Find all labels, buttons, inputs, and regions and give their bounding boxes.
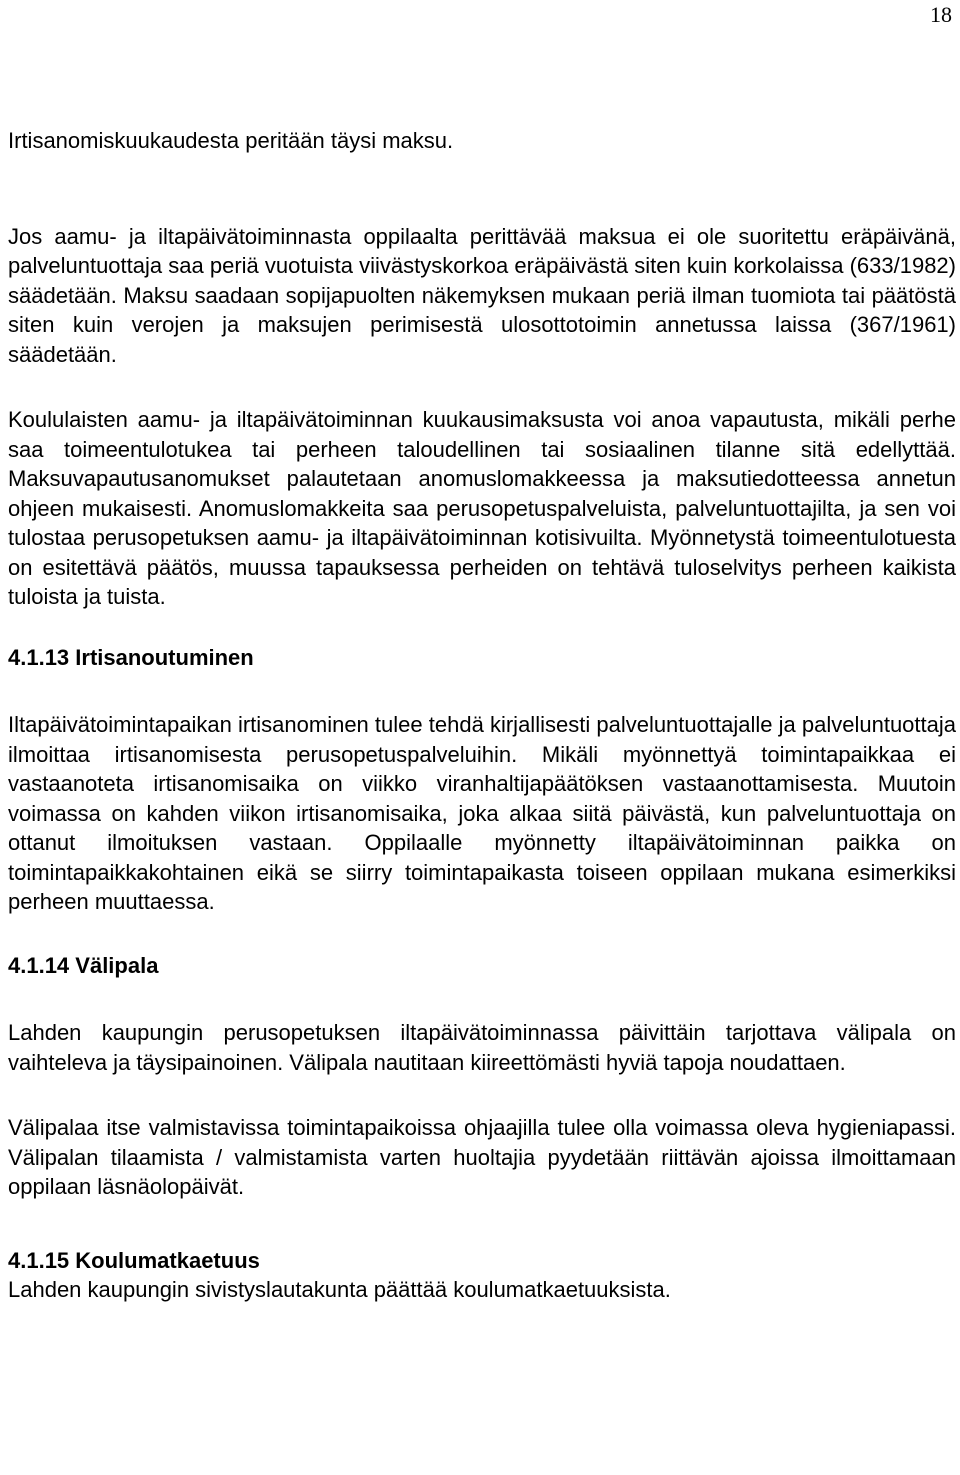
paragraph-fee-exemption: Koululaisten aamu- ja iltapäivätoiminnan kuukausimaksusta voi anoa vapautusta, mikäli perhe saa toimeentulotukea tai perheen taloudellinen tai sosiaalinen tilanne sitä edellyttää. Maksuvapautusanomukset palautetaan anomuslomakkeessa ja maksutiedotteessa annetun ohjeen mukaisesti. Anomuslomakkeita saa perusopetuspalveluista, palveluntuottajilta, ja sen voi tulostaa perusopetuksen aamu- ja iltapäivätoiminnan kotisivuilta. Myönnetystä toimeentulotuesta on esitettävä päätös, muussa tapauksessa perheiden on tehtävä tuloselvitys perheen kaikista tuloista ja tuista. — [8, 407, 956, 609]
section-heading-irtisanoutuminen: 4.1.13 Irtisanoutuminen — [8, 644, 254, 670]
section-heading-valipala: 4.1.14 Välipala — [8, 952, 159, 978]
paragraph-irtisanoutuminen: Iltapäivätoimintapaikan irtisanominen tulee tehdä kirjallisesti palveluntuottajalle ja palveluntuottaja ilmoittaa irtisanomisesta perusopetuspalveluihin. Mikäli myönnettyä toimintapaikkaa ei vastaanoteta irtisanomisaika on viikko viranhaltijapäätöksen vastaanottamisesta. Muutoin voimassa on kahden viikon irtisanomisaika, joka alkaa siitä päivästä, kun palveluntuottaja on ottanut ilmoituksen vastaan. Oppilaalle myönnetty iltapäivätoiminnan paikka on toimintapaikkakohtainen eikä se siirry toimintapaikasta toiseen oppilaan mukana esimerkiksi perheen muuttaessa. — [8, 712, 956, 914]
section-heading-koulumatkaetuus: 4.1.15 Koulumatkaetuus — [8, 1247, 260, 1273]
page-number: 18 — [930, 2, 952, 27]
paragraph-late-payment: Jos aamu- ja iltapäivätoiminnasta oppilaalta perittävää maksua ei ole suoritettu eräpäivänä, palveluntuottaja saa periä vuotuista viivästyskorkoa eräpäivästä siten kuin korkolaissa (633/1982) säädetään. Maksu saadaan sopijapuolten näkemyksen mukaan periä ilman tuomiota tai päätöstä siten kuin verojen ja maksujen perimisestä ulosottotoimin annetussa laissa (367/1961) säädetään. — [8, 223, 956, 367]
paragraph-koulumatkaetuus: Lahden kaupungin sivistyslautakunta päättää koulumatkaetuuksista. — [8, 1277, 671, 1302]
paragraph-valipala-1: Lahden kaupungin perusopetuksen iltapäivätoiminnassa päivittäin tarjottava välipala on vaihteleva ja täysipainoinen. Välipala nautitaan kiireettömästi hyviä tapoja noudattaen. — [8, 1020, 956, 1075]
document-body — [8, 126, 956, 1305]
paragraph-termination-fee: Irtisanomiskuukaudesta peritään täysi maksu. — [8, 128, 454, 153]
paragraph-valipala-2: Välipalaa itse valmistavissa toimintapaikoissa ohjaajilla tulee olla voimassa oleva hygieniapassi. Välipalan tilaamista / valmistamista varten huoltajia pyydetään riittävän ajoissa ilmoittamaan oppilaan läsnäolopäivät. — [8, 1115, 956, 1199]
